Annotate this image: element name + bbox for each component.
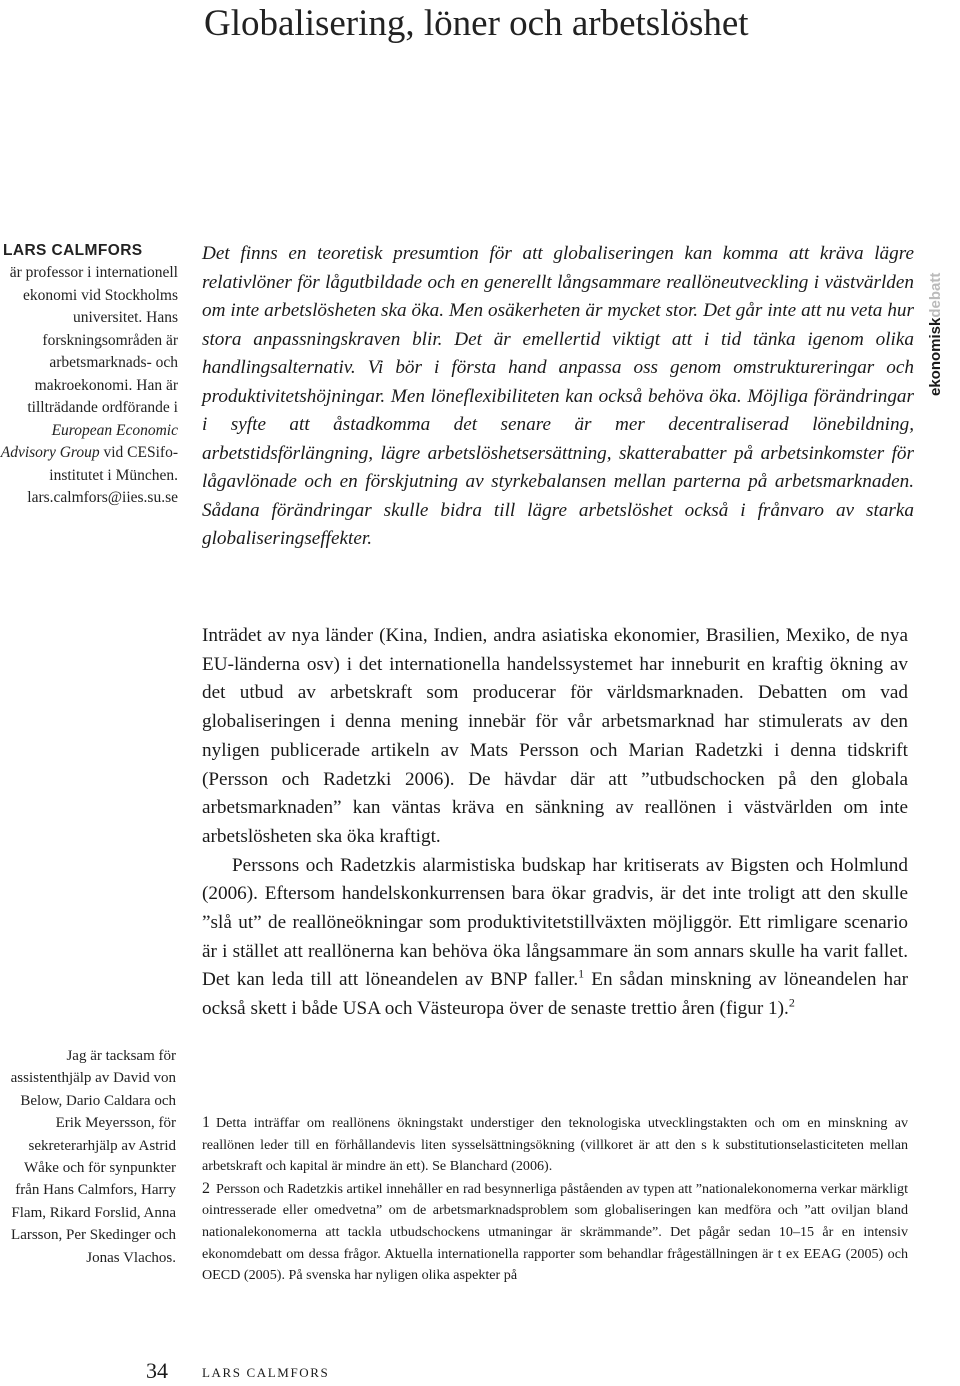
- author-bio: [0, 262, 178, 510]
- abstract: Det finns en teoretisk presumtion för att globaliseringen kan komma att kräva lägre relativlöner för lågutbildade och en generellt långsammare reallöneutveckling i västvärlden om inte arbetslösheten ska öka. Men osäkerheten är mycket stor. Det går inte att nu veta hur stora anpassningskraven blir. Det är emellertid viktigt att i tid tänka igenom olika handlingsalternativ. Vi bör i första hand anpassa oss genom omstruktureringar och produktivitetshöjningar. Men löneflexibiliteten kan också behöva öka. Möjliga förändringar i syfte att åstadkomma det senare är mer decentraliserad lönebildning, arbetstidsförlängning, lägre arbetslöshetsersättning, skatterabatter på arbetsinkomster för lågavlönade och en förskjutning av styrkebalansen mellan parterna på arbetsmarknaden. Sådana förändringar skulle bidra till lägre arbetslöshet också i frånvaro av starka globaliseringseffekter.: [202, 243, 914, 549]
- footnote-ref-2[interactable]: 2: [788, 995, 795, 1010]
- body-paragraph-2: [202, 852, 908, 1024]
- acknowledgement: Jag är tacksam för assistenthjälp av David von Below, Dario Caldara och Erik Meyersson, för sekreterarhjälp av Astrid Wåke och för synpunkter från Hans Calmfors, Harry Flam, Rikard Forslid, Anna Larsson, Per Skedinger och Jonas Vlachos.: [10, 1048, 176, 1266]
- footnote-2-number: 2: [202, 1179, 210, 1197]
- footnote-1-number: 1: [202, 1114, 210, 1131]
- footnote-ref-1[interactable]: 1: [578, 967, 585, 982]
- footnote-1-text: Detta inträffar om reallönens ökningstakt understiger den teknologiska utvecklingstakten och om en minskning av reallönen leder till en förhållandevis liten sysselsättningsökning (villkoret är att den s k substitutionselasticiteten mellan arbetskraft och kapital är mindre än ett). Se Blanchard (2006).: [202, 1115, 908, 1175]
- running-head: LARS CALMFORS: [202, 1365, 330, 1380]
- body-text: [202, 622, 908, 1024]
- footnotes: [202, 1112, 908, 1287]
- ekonomiskdebatt-label: [916, 246, 956, 396]
- side-label-part2: debatt: [927, 272, 944, 318]
- article-title: Globalisering, löner och arbetslöshet: [204, 3, 749, 44]
- author-bio-text: är professor i internationell ekonomi vid Stockholms universitet. Hans forskningsområden är arbetsmarknads- och makroekonomi. Han är tillträdande ordförande i: [9, 264, 178, 416]
- body-paragraph-2-part-b: En sådan minskning av löneandelen har också skett i både USA och Västeuropa över de senaste trettio åren (figur 1).: [202, 969, 908, 1020]
- side-label-text: [926, 273, 946, 396]
- footnote-2: [202, 1178, 908, 1287]
- body-paragraph-2-part-a: Perssons och Radetzkis alarmistiska budskap har kritiserats av Bigsten och Holmlund (2006). Eftersom handelskonkurrensen bara ökar gradvis, är det inte troligt att den skulle ”slå ut” de reallöneökningar som produktivitetstillväxten möjliggör. Ett rimligare scenario är i stället att reallönerna kan behöva öka långsammare än som annars skulle ha varit fallet. Det kan leda till att löneandelen av BNP faller.: [202, 854, 908, 991]
- author-sidebar: [0, 240, 178, 510]
- author-name: LARS CALMFORS: [3, 242, 143, 259]
- page-number: 34: [146, 1358, 168, 1383]
- side-label-part1: ekonomisk: [927, 317, 944, 396]
- body-paragraph-1: Inträdet av nya länder (Kina, Indien, andra asiatiska ekonomier, Brasilien, Mexiko, de nya EU-länderna osv) i det internationella handelssystemet har inneburit en kraftig ökning av det utbud av arbetskraft som producerar för världsmarknaden. Debatten om vad globaliseringen i denna mening innebär för vår arbetsmarknad har stimulerats av den nyligen publicerade artikeln av Mats Persson och Marian Radetzki i denna tidskrift (Persson och Radetzki 2006). De hävdar där att ”utbudschocken på den globala arbetsmarknaden” kan väntas kräva en sänkning av reallönen i västvärlden om inte arbetslösheten ska öka kraftigt.: [202, 625, 908, 847]
- author-bio-text-end: vid CESifo-institutet i München.: [49, 444, 178, 484]
- author-email[interactable]: lars.calmfors@iies.su.se: [27, 489, 178, 506]
- author-bio-italic: European Economic Advisory Group: [0, 421, 178, 461]
- footnote-2-text: Persson och Radetzkis artikel innehåller en rad besynnerliga påståenden av typen att ”nationalekonomerna verkar märkligt ointresserade eller omedvetna” om de arbetsmarknadsproblem som globaliseringen kan medföra och ”att oviljan bland nationalekonomerna att tackla utbudschockens utmaningar är skrämmande”. Det pågår sedan 10–15 år en intensiv ekonomdebatt om dessa frågor. Aktuella internationella rapporter som behandlar frågeställningen är t ex EEAG (2005) och OECD (2005). På svenska har nyligen olika aspekter på: [202, 1180, 908, 1284]
- footnote-1: [202, 1112, 908, 1178]
